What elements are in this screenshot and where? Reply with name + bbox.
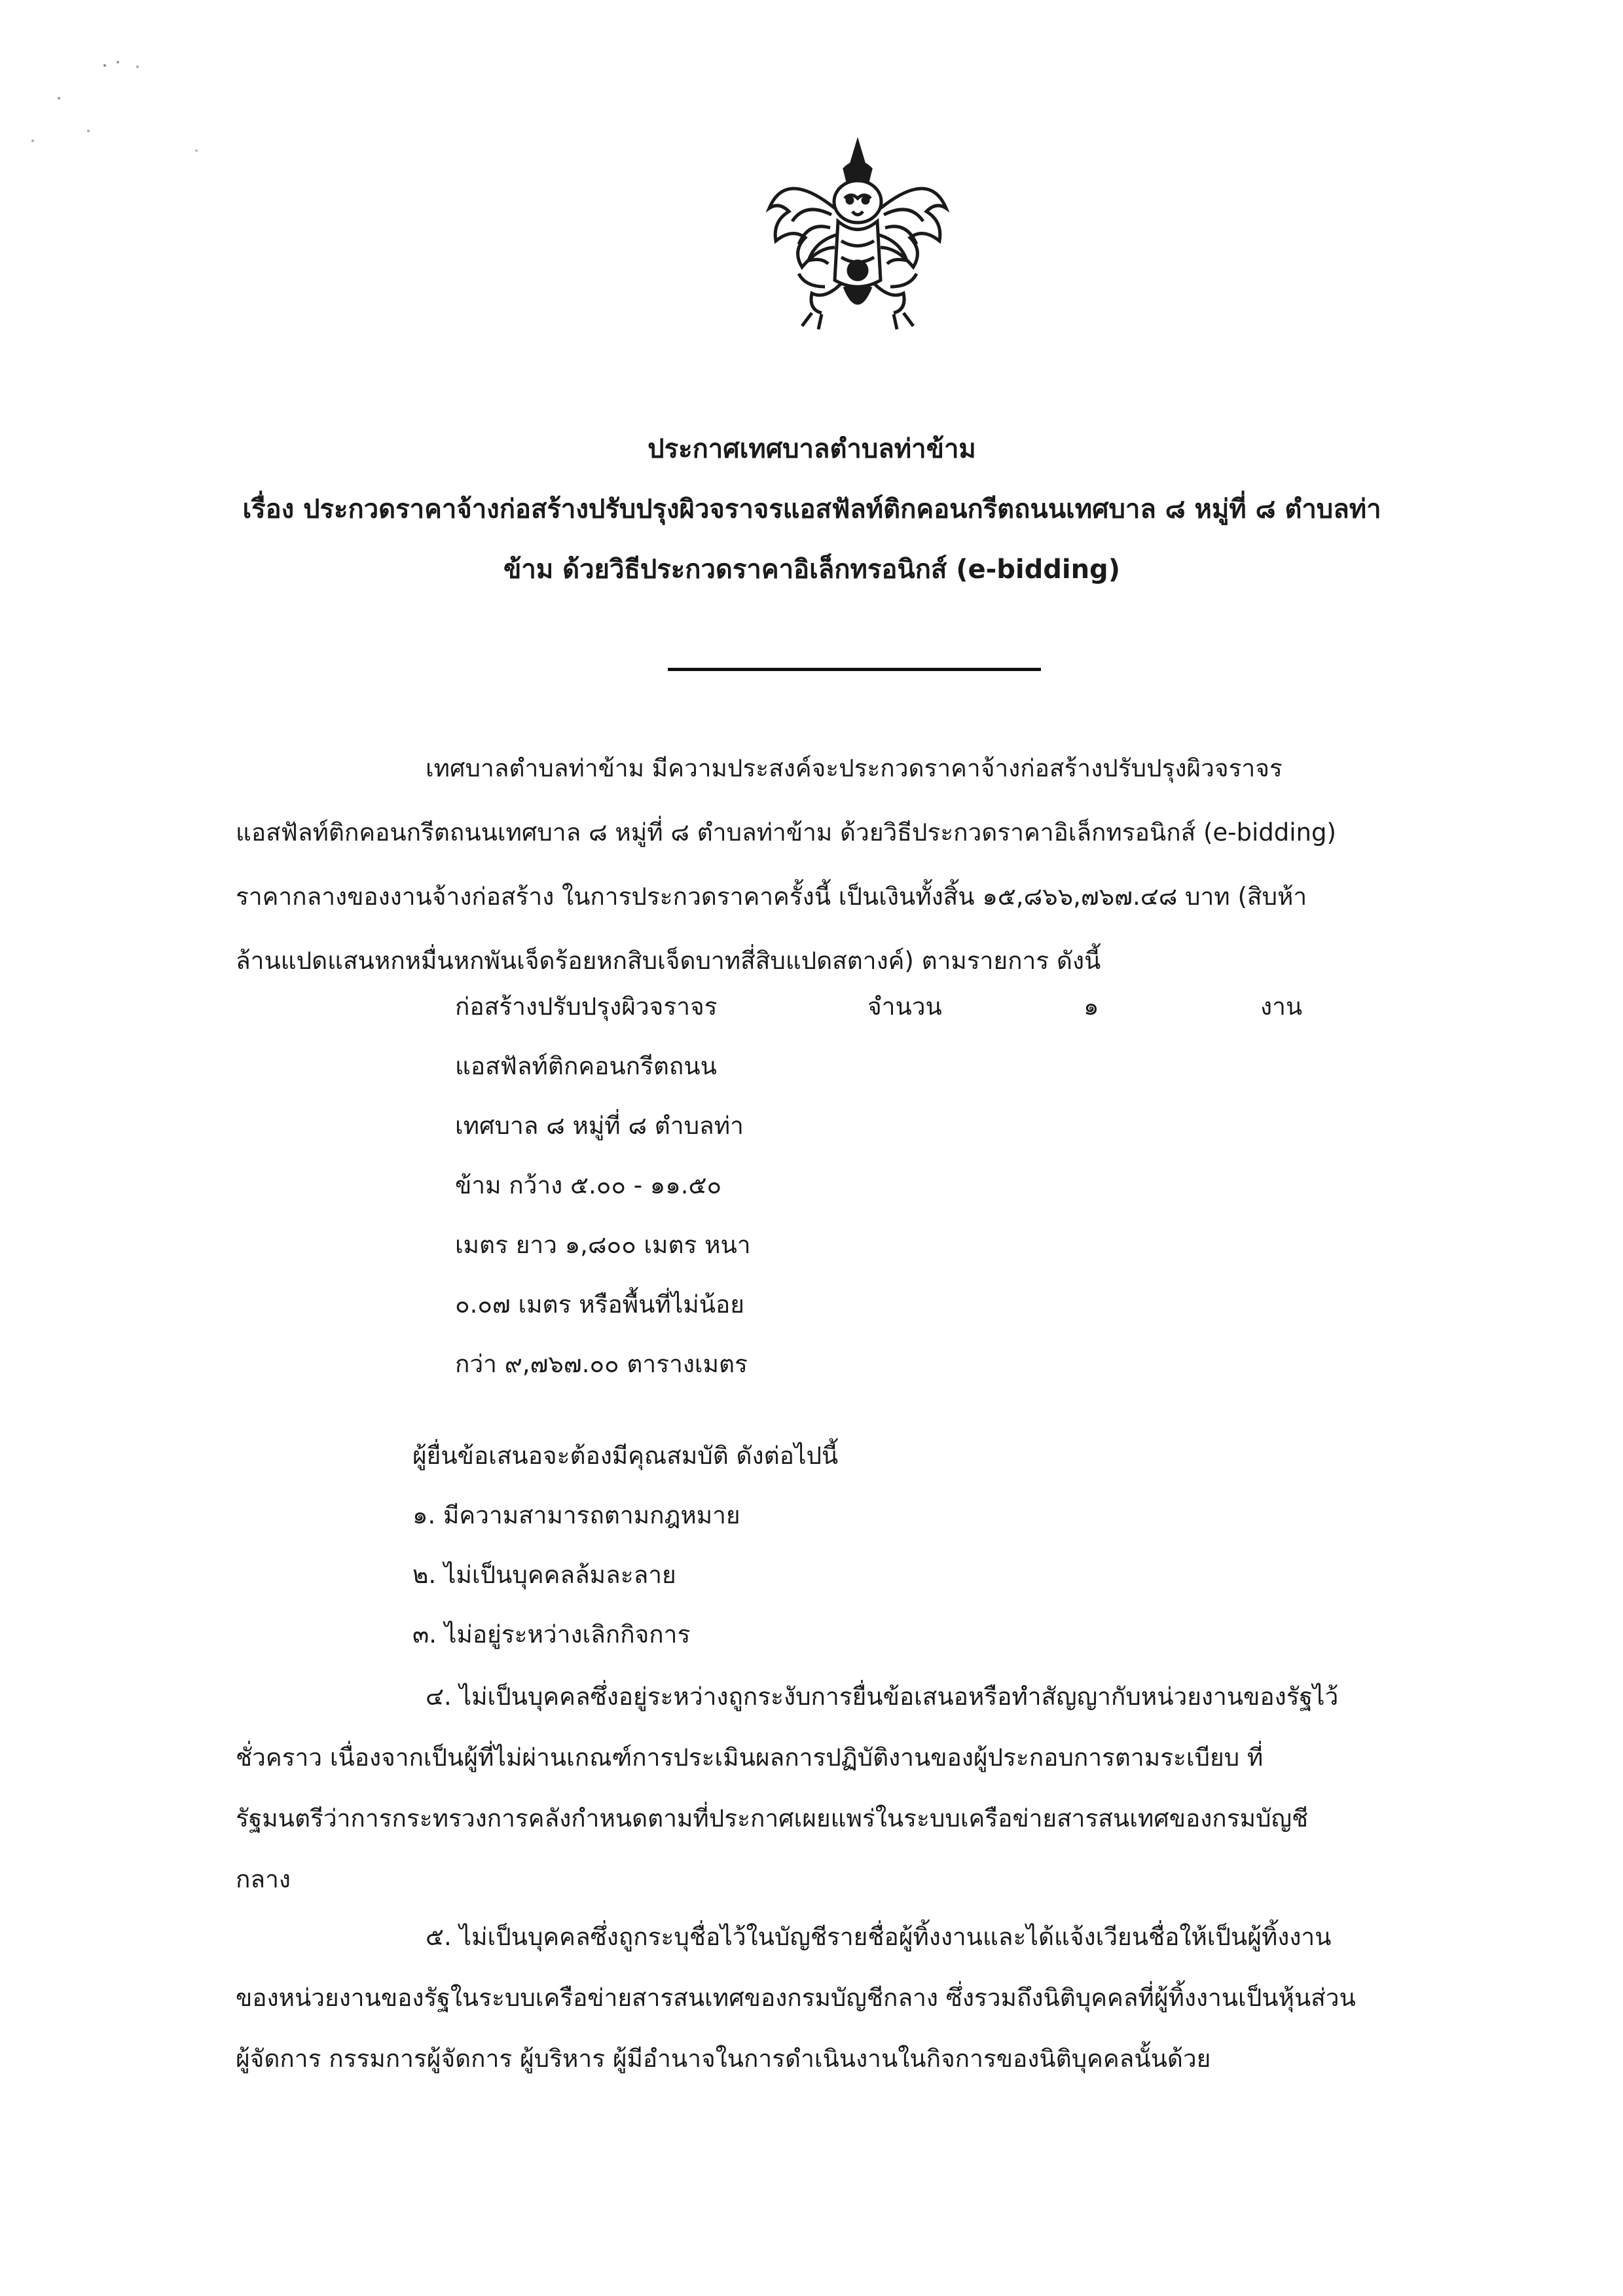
intro-line: เทศบาลตำบลท่าข้าม มีความประสงค์จะประกวดราคาจ้างก่อสร้างปรับปรุงผิวจราจร xyxy=(426,754,1283,782)
item-description-line: แอสฟัลท์ติกคอนกรีตถนน xyxy=(455,1052,717,1080)
quantity-value: ๑ xyxy=(1084,993,1099,1021)
qualification-item-4 xyxy=(236,1666,1453,1910)
qualifications-heading: ผู้ยื่นข้อเสนอจะต้องมีคุณสมบัติ ดังต่อไปนี้ xyxy=(412,1442,839,1470)
item-description-line: เมตร ยาว ๑,๘๐๐ เมตร หนา xyxy=(455,1231,751,1259)
garuda-emblem-icon xyxy=(746,130,969,352)
announcement-title xyxy=(196,419,1427,600)
quantity-label: จำนวน xyxy=(867,993,942,1021)
title-line-3: ข้าม ด้วยวิธีประกวดราคาอิเล็กทรอนิกส์ (e-bidding) xyxy=(503,555,1120,585)
intro-line: แอสฟัลท์ติกคอนกรีตถนนเทศบาล ๘ หมู่ที่ ๘ ตำบลท่าข้าม ด้วยวิธีประกวดราคาอิเล็กทรอนิกส์ (e-bidding) xyxy=(236,818,1336,847)
title-line-1: ประกาศเทศบาลตำบลท่าข้าม xyxy=(647,434,976,464)
qualification-line: ๕. ไม่เป็นบุคคลซึ่งถูกระบุชื่อไว้ในบัญชีรายชื่อผู้ทิ้งงานและได้แจ้งเวียนชื่อให้เป็นผู้ทิ้งงาน xyxy=(426,1923,1332,1951)
qualification-line: กลาง xyxy=(236,1865,291,1893)
qualification-line: ชั่วคราว เนื่องจากเป็นผู้ที่ไม่ผ่านเกณฑ์การประเมินผลการปฏิบัติงานของผู้ประกอบการตามระเบียบ ที่ xyxy=(236,1743,1264,1772)
intro-line: ราคากลางของงานจ้างก่อสร้าง ในการประกวดราคาครั้งนี้ เป็นเงินทั้งสิ้น ๑๕,๘๖๖,๗๖๗.๔๘ บาท (สิบห้า xyxy=(236,883,1307,911)
qualification-item: ๑. มีความสามารถตามกฎหมาย xyxy=(412,1501,740,1529)
qualification-item: ๒. ไม่เป็นบุคคลล้มละลาย xyxy=(412,1561,676,1589)
qualification-line: ผู้จัดการ กรรมการผู้จัดการ ผู้บริหาร ผู้มีอำนาจในการดำเนินงานในกิจการของนิติบุคคลนั้นด้วย xyxy=(236,2045,1211,2073)
intro-paragraph xyxy=(236,737,1453,993)
qualification-line: ๔. ไม่เป็นบุคคลซึ่งอยู่ระหว่างถูกระงับการยื่นข้อเสนอหรือทำสัญญากับหน่วยงานของรัฐไว้ xyxy=(426,1683,1339,1711)
item-row xyxy=(455,977,1391,1036)
work-item-table xyxy=(455,977,1391,1394)
qualifications-section xyxy=(236,1426,1453,1664)
item-description-line: ๐.๐๗ เมตร หรือพื้นที่ไม่น้อย xyxy=(455,1290,744,1319)
unit-label: งาน xyxy=(1260,993,1303,1021)
scan-specks xyxy=(20,52,216,249)
item-description-line: เทศบาล ๘ หมู่ที่ ๘ ตำบลท่า xyxy=(455,1112,744,1140)
item-description-line: ก่อสร้างปรับปรุงผิวจราจร xyxy=(455,993,718,1021)
title-line-2: เรื่อง ประกวดราคาจ้างก่อสร้างปรับปรุงผิวจราจรแอสฟัลท์ติกคอนกรีตถนนเทศบาล ๘ หมู่ที่ ๘ ตำบลท่า xyxy=(242,494,1381,524)
title-divider xyxy=(668,668,1041,671)
qualification-item-5 xyxy=(236,1906,1453,2089)
item-description-line: ข้าม กว้าง ๕.๐๐ - ๑๑.๕๐ xyxy=(455,1171,722,1199)
intro-line: ล้านแปดแสนหกหมื่นหกพันเจ็ดร้อยหกสิบเจ็ดบาทสี่สิบแปดสตางค์) ตามรายการ ดังนี้ xyxy=(236,947,1101,975)
qualification-line: รัฐมนตรีว่าการกระทรวงการคลังกำหนดตามที่ประกาศเผยแพร่ในระบบเครือข่ายสารสนเทศของกรมบัญชี xyxy=(236,1804,1309,1832)
qualification-line: ของหน่วยงานของรัฐในระบบเครือข่ายสารสนเทศของกรมบัญชีกลาง ซึ่งรวมถึงนิติบุคคลที่ผู้ทิ้งงานเป็นหุ้นส่วน xyxy=(236,1984,1356,2012)
item-description-line: กว่า ๙,๗๖๗.๐๐ ตารางเมตร xyxy=(455,1350,748,1378)
qualification-item: ๓. ไม่อยู่ระหว่างเลิกกิจการ xyxy=(412,1620,691,1649)
